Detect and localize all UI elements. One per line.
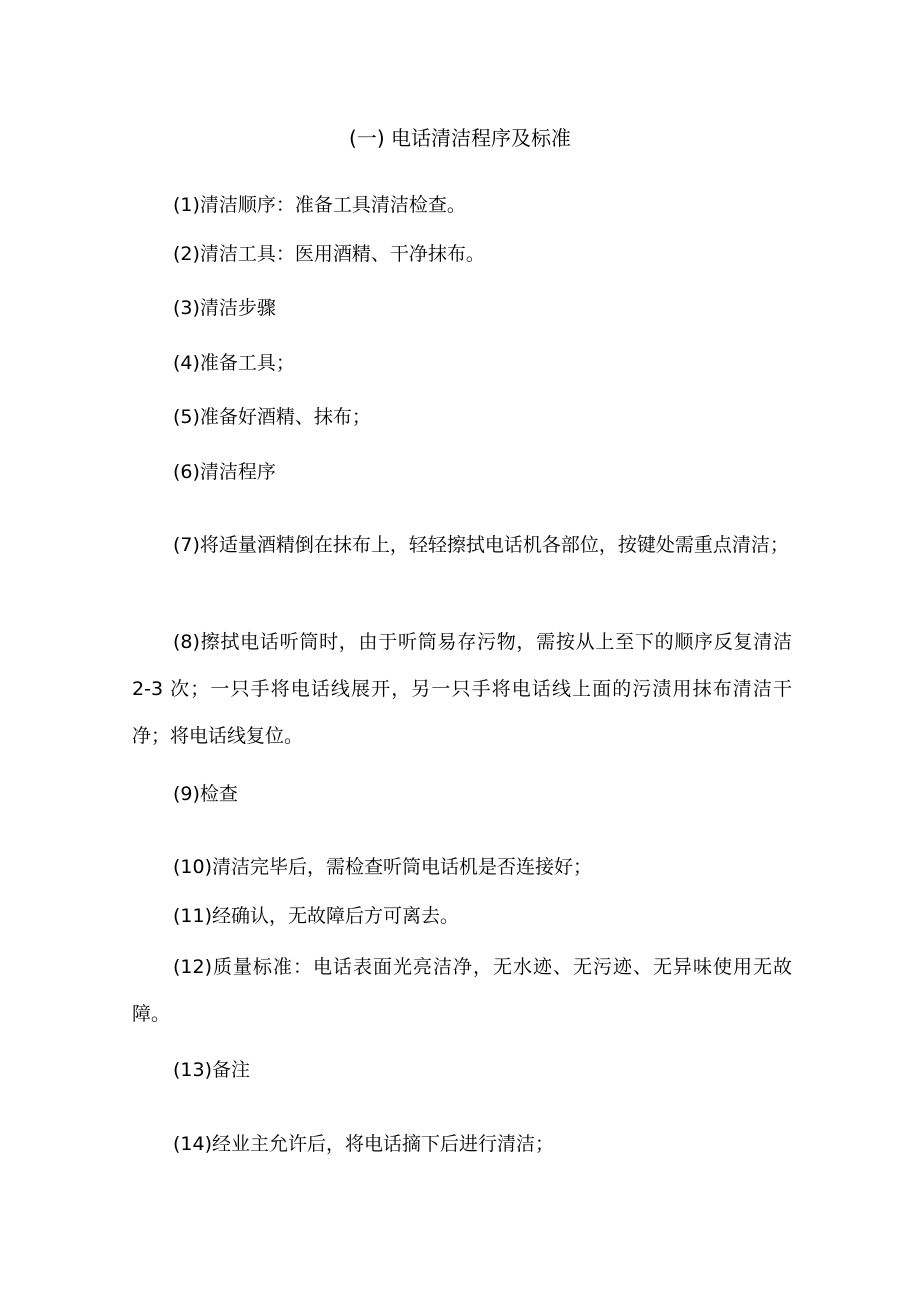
paragraph-2: (2)清洁工具：医用酒精、干净抹布。 bbox=[173, 243, 485, 265]
paragraph-6: (6)清洁程序 bbox=[173, 461, 276, 483]
paragraph-1: (1)清洁顺序：准备工具清洁检查。 bbox=[173, 194, 466, 216]
paragraph-7: (7)将适量酒精倒在抹布上，轻轻擦拭电话机各部位，按键处需重点清洁； bbox=[173, 534, 789, 556]
paragraph-11: (11)经确认，无故障后方可离去。 bbox=[173, 905, 460, 927]
paragraph-3: (3)清洁步骤 bbox=[173, 297, 276, 319]
paragraph-12: (12)质量标准：电话表面光亮洁净，无水迹、无污迹、无异味使用无故障。 bbox=[132, 956, 792, 1025]
paragraph-14: (14)经业主允许后，将电话摘下后进行清洁； bbox=[173, 1133, 555, 1155]
paragraph-8: (8)擦拭电话听筒时，由于听筒易存污物，需按从上至下的顺序反复清洁 2-3 次；一只手将电话线展开，另一只手将电话线上面的污渍用抹布清洁干净；将电话线复位。 bbox=[132, 631, 792, 747]
paragraph-13: (13)备注 bbox=[173, 1059, 251, 1081]
paragraph-5: (5)准备好酒精、抹布； bbox=[173, 406, 371, 428]
paragraph-10: (10)清洁完毕后，需检查听筒电话机是否连接好； bbox=[173, 856, 593, 878]
paragraph-4: (4)准备工具； bbox=[173, 352, 295, 374]
section-title: (一) 电话清洁程序及标准 bbox=[349, 126, 571, 150]
paragraph-9: (9)检查 bbox=[173, 783, 238, 805]
